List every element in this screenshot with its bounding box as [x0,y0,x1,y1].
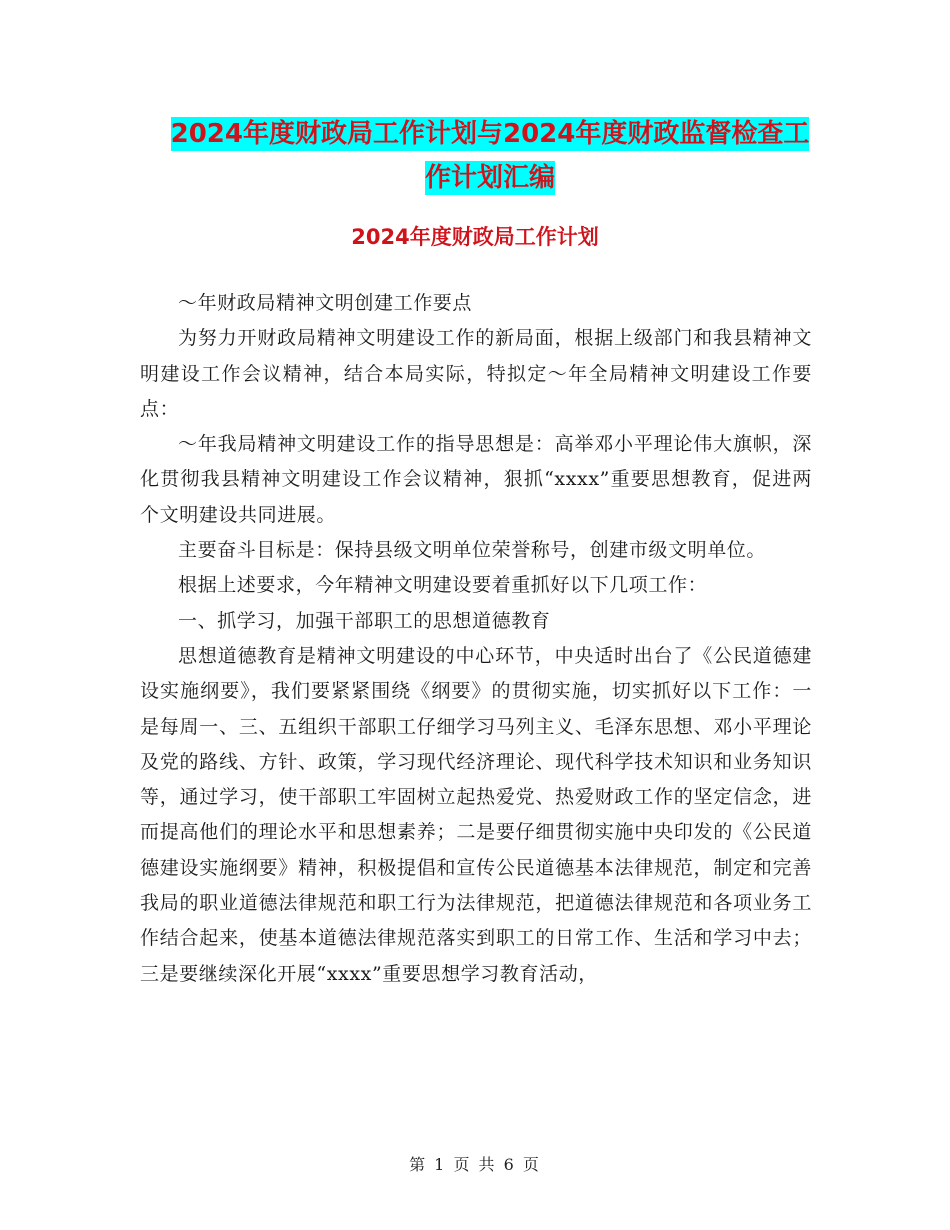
document-body [140,286,812,992]
paragraph: 主要奋斗目标是：保持县级文明单位荣誉称号，创建市级文明单位。 [178,539,767,562]
document-title-line-2: 作计划汇编 [424,163,555,193]
page-footer: 第 1 页 共 6 页 [409,1155,541,1174]
paragraph: 思想道德教育是精神文明建设的中心环节，中央适时出台了《公民道德建设实施纲要》，我们要紧紧围绕《纲要》的贯彻实施，切实抓好以下工作：一是每周一、三、五组织干部职工仔细学习马列主义、毛泽东思想、邓小平理论及党的路线、方针、政策，学习现代经济理论、现代科学技术知识和业务知识等，通过学习，使干部职工牢固树立起热爱党、热爱财政工作的坚定信念，进而提高他们的理论水平和思想素养；二是要仔细贯彻实施中央印发的《公民道德建设实施纲要》精神，积极提倡和宣传公民道德基本法律规范，制定和完善我局的职业道德法律规范和职工行为法律规范，把道德法律规范和各项业务工作结合起来，使基本道德法律规范落实到职工的日常工作、生活和学习中去；三是要继续深化开展“xxxx”重要思想学习教育活动， [140,644,812,985]
paragraph: ～年财政局精神文明创建工作要点 [178,292,473,314]
paragraph: ～年我局精神文明建设工作的指导思想是：高举邓小平理论伟大旗帜，深化贯彻我县精神文明建设工作会议精神，狠抓“xxxx”重要思想教育，促进两个文明建设共同进展。 [140,433,812,526]
section-heading: 一、抓学习，加强干部职工的思想道德教育 [178,609,551,632]
document-title [140,112,840,200]
document-title-line-1: 2024年度财政局工作计划与2024年度财政监督检查工 [170,119,810,149]
section-title: 2024年度财政局工作计划 [351,225,599,249]
paragraph: 根据上述要求，今年精神文明建设要着重抓好以下几项工作： [178,574,708,597]
paragraph: 为努力开财政局精神文明建设工作的新局面，根据上级部门和我县精神文明建设工作会议精神，结合本局实际，特拟定～年全局精神文明建设工作要点： [140,327,812,420]
